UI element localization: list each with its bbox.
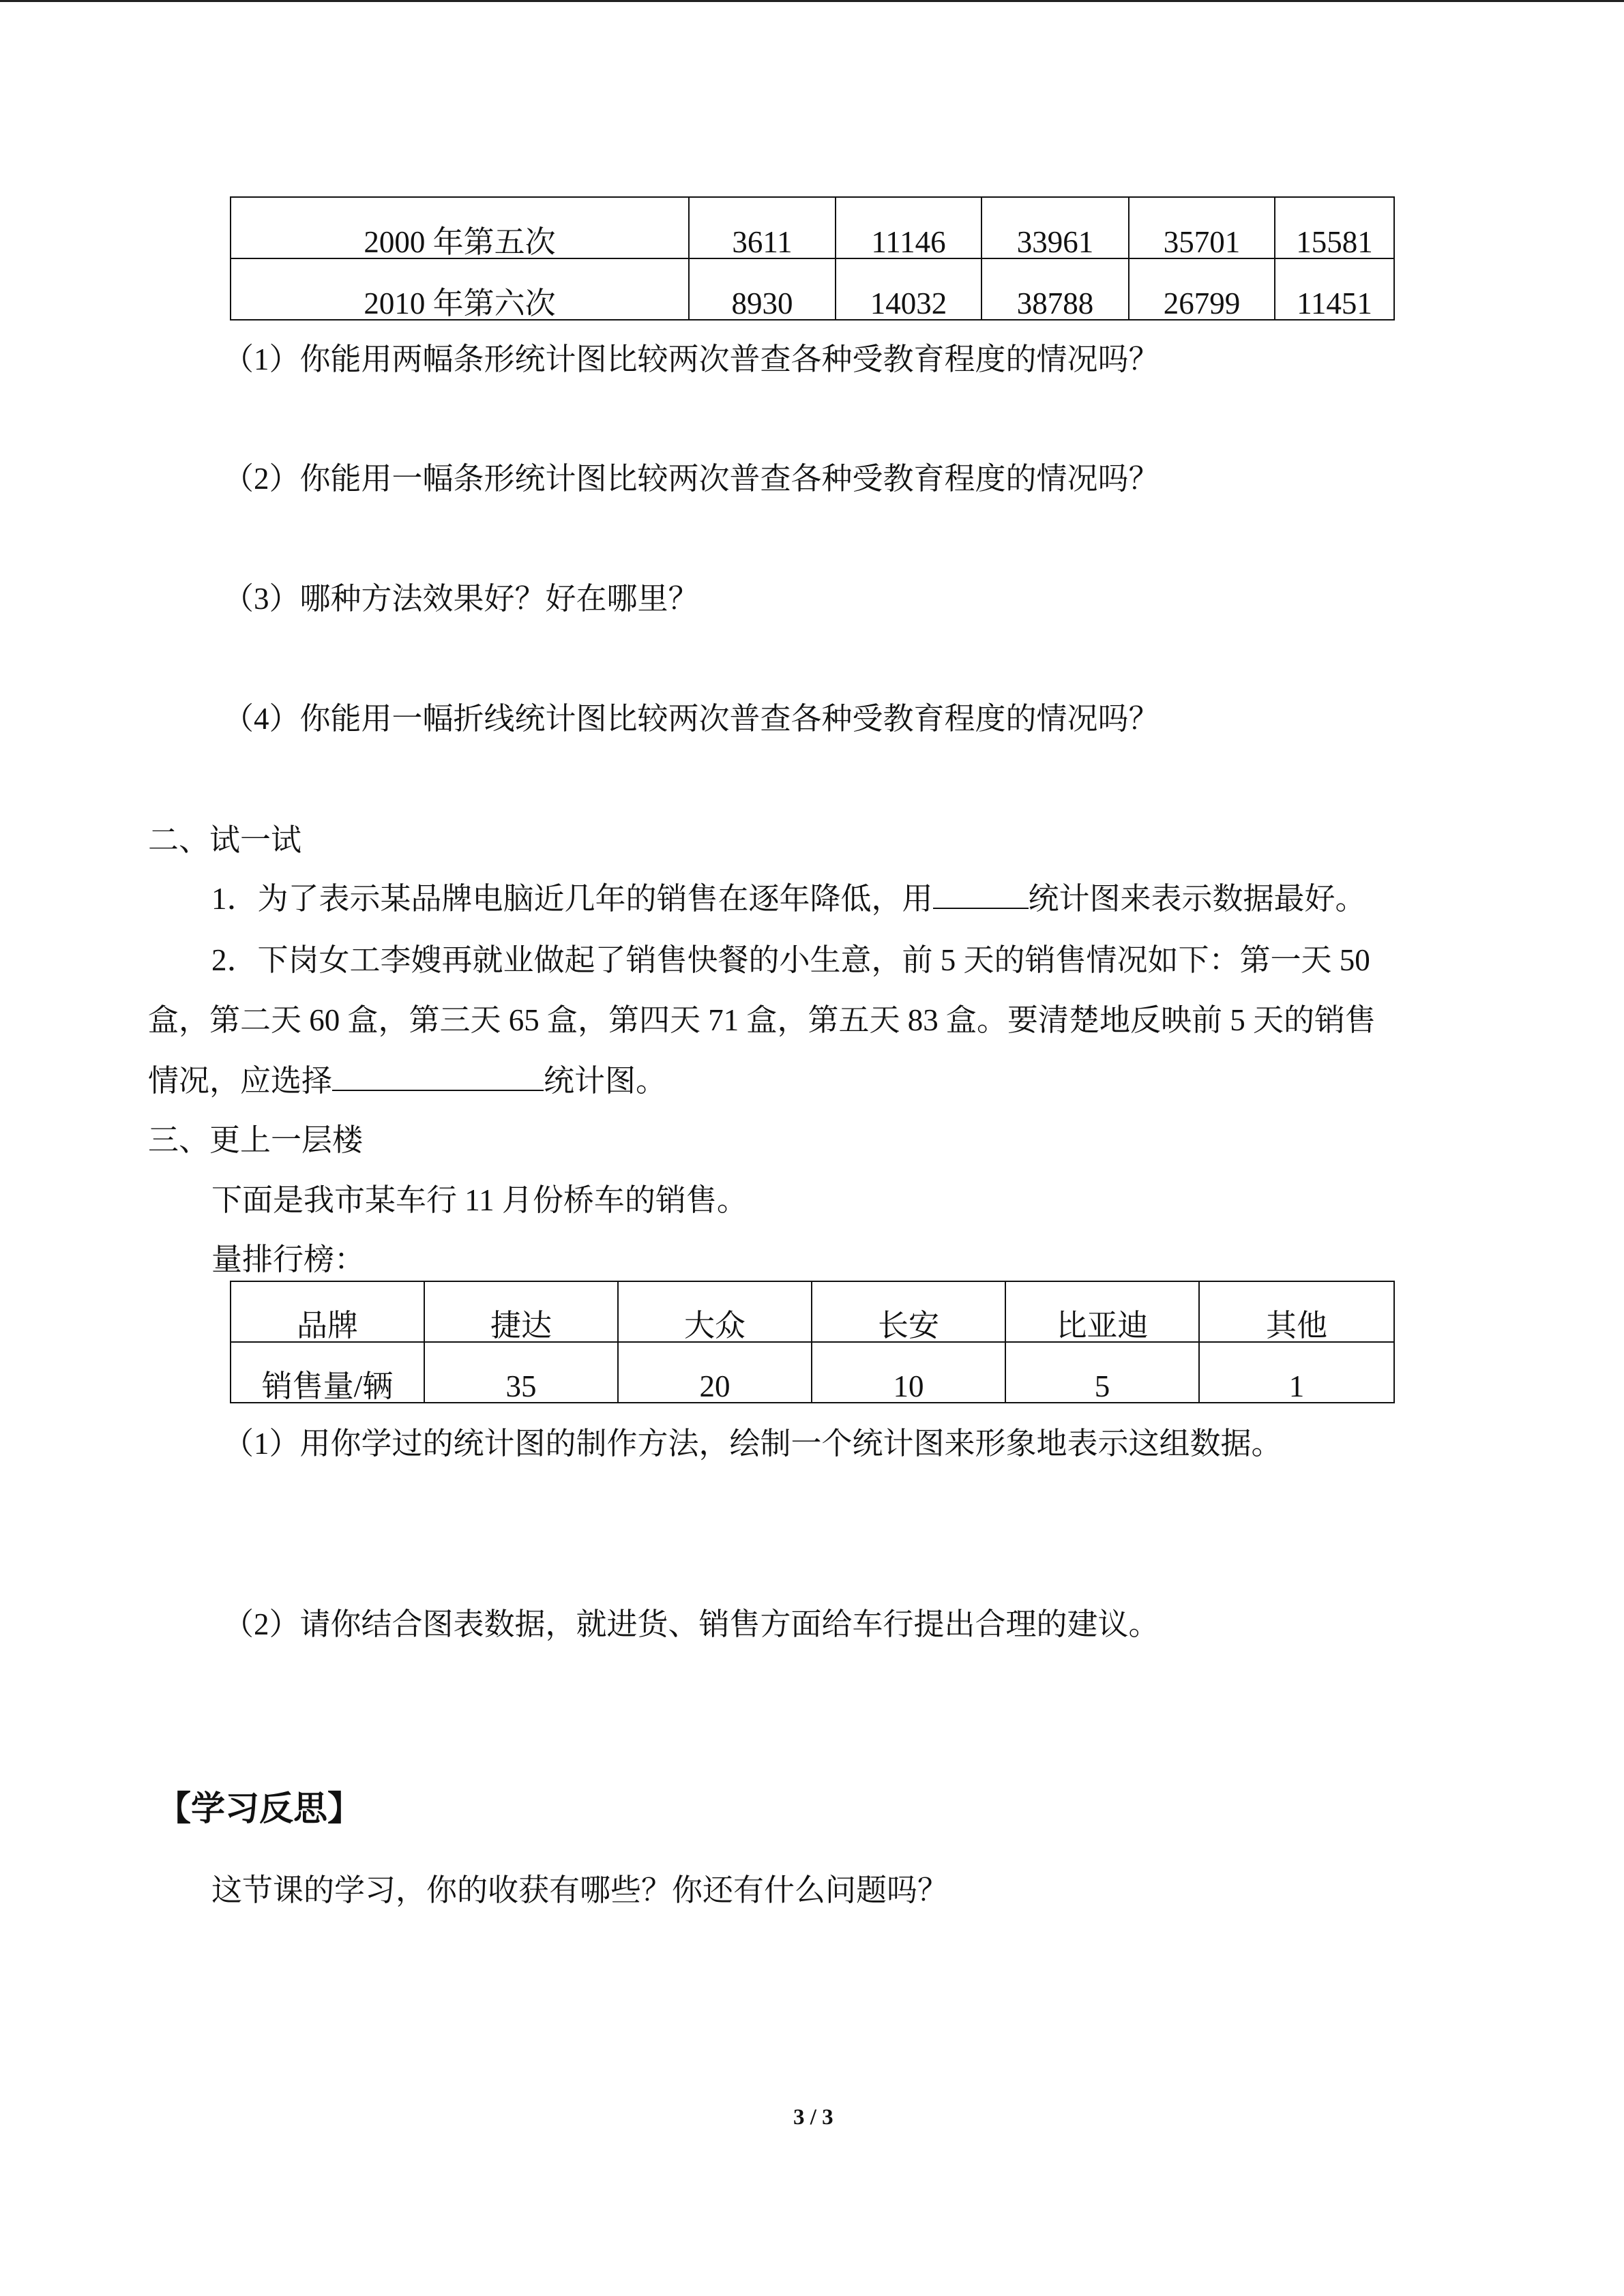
table-header-cell: 长安 <box>812 1281 1005 1342</box>
table-cell: 33961 <box>981 197 1129 258</box>
exercise-2-line-2: 盒，第二天 60 盒，第三天 65 盒，第四天 71 盒，第五天 83 盒。要清楚地反映前 5 天的销售 <box>148 1003 1376 1037</box>
exercise-1-text-after: 统计图来表示数据最好。 <box>1028 882 1366 916</box>
table-header-cell: 大众 <box>618 1281 812 1342</box>
exercise-2-text-after: 统计图。 <box>544 1064 667 1098</box>
table-header-row <box>231 1281 1394 1342</box>
table-row <box>231 197 1394 258</box>
table-header-cell: 其他 <box>1199 1281 1394 1342</box>
exercise-2-line-1: 2．下岗女工李嫂再就业做起了销售快餐的小生意，前 5 天的销售情况如下：第一天 50 <box>211 943 1370 977</box>
exercise-1-text-before: 1．为了表示某品牌电脑近几年的销售在逐年降低，用 <box>211 882 933 916</box>
table-cell: 销售量/辆 <box>231 1342 424 1403</box>
table-cell: 11451 <box>1275 258 1394 320</box>
table-cell: 20 <box>618 1342 812 1403</box>
section-heading-try: 二、试一试 <box>148 823 302 857</box>
table-row <box>231 1342 1394 1403</box>
reflection-text: 这节课的学习，你的收获有哪些？你还有什么问题吗？ <box>211 1873 949 1907</box>
question-2: （2）你能用一幅条形统计图比较两次普查各种受教育程度的情况吗？ <box>223 462 1160 496</box>
page-top-border <box>0 0 1624 2</box>
section-heading-advanced: 三、更上一层楼 <box>148 1123 364 1157</box>
table-cell: 35 <box>424 1342 618 1403</box>
sales-question-2: （2）请你结合图表数据，就进货、销售方面给车行提出合理的建议。 <box>223 1607 1160 1641</box>
answer-blank <box>332 1060 544 1091</box>
table-cell: 1 <box>1199 1342 1394 1403</box>
table-cell: 5 <box>1005 1342 1199 1403</box>
table-header-cell: 捷达 <box>424 1281 618 1342</box>
sales-question-1: （1）用你学过的统计图的制作方法，绘制一个统计图来形象地表示这组数据。 <box>223 1427 1282 1461</box>
reflection-heading: 【学习反思】 <box>157 1789 361 1828</box>
question-4: （4）你能用一幅折线统计图比较两次普查各种受教育程度的情况吗？ <box>223 702 1160 736</box>
sales-intro-line-1: 下面是我市某车行 11 月份桥车的销售。 <box>211 1183 748 1217</box>
table-cell: 10 <box>812 1342 1005 1403</box>
census-table <box>230 196 1395 320</box>
sales-intro-line-2: 量排行榜： <box>211 1242 366 1277</box>
table-row <box>231 258 1394 320</box>
table-header-cell: 比亚迪 <box>1005 1281 1199 1342</box>
census-row-label: 2010 年第六次 <box>231 258 689 320</box>
table-cell: 38788 <box>981 258 1129 320</box>
table-cell: 15581 <box>1275 197 1394 258</box>
question-1: （1）你能用两幅条形统计图比较两次普查各种受教育程度的情况吗？ <box>223 342 1160 376</box>
table-header-cell: 品牌 <box>231 1281 424 1342</box>
table-cell: 14032 <box>836 258 981 320</box>
table-cell: 26799 <box>1129 258 1275 320</box>
table-cell: 35701 <box>1129 197 1275 258</box>
table-cell: 8930 <box>689 258 836 320</box>
exercise-2-text-before: 情况，应选择 <box>148 1064 333 1098</box>
exercise-1 <box>211 878 1366 919</box>
page-number: 3 / 3 <box>793 2105 833 2130</box>
table-cell: 11146 <box>836 197 981 258</box>
census-row-label: 2000 年第五次 <box>231 197 689 258</box>
question-3: （3）哪种方法效果好？好在哪里？ <box>223 582 699 616</box>
exercise-2-line-3 <box>148 1060 666 1101</box>
sales-ranking-table <box>230 1281 1395 1403</box>
table-cell: 3611 <box>689 197 836 258</box>
answer-blank <box>933 878 1029 909</box>
